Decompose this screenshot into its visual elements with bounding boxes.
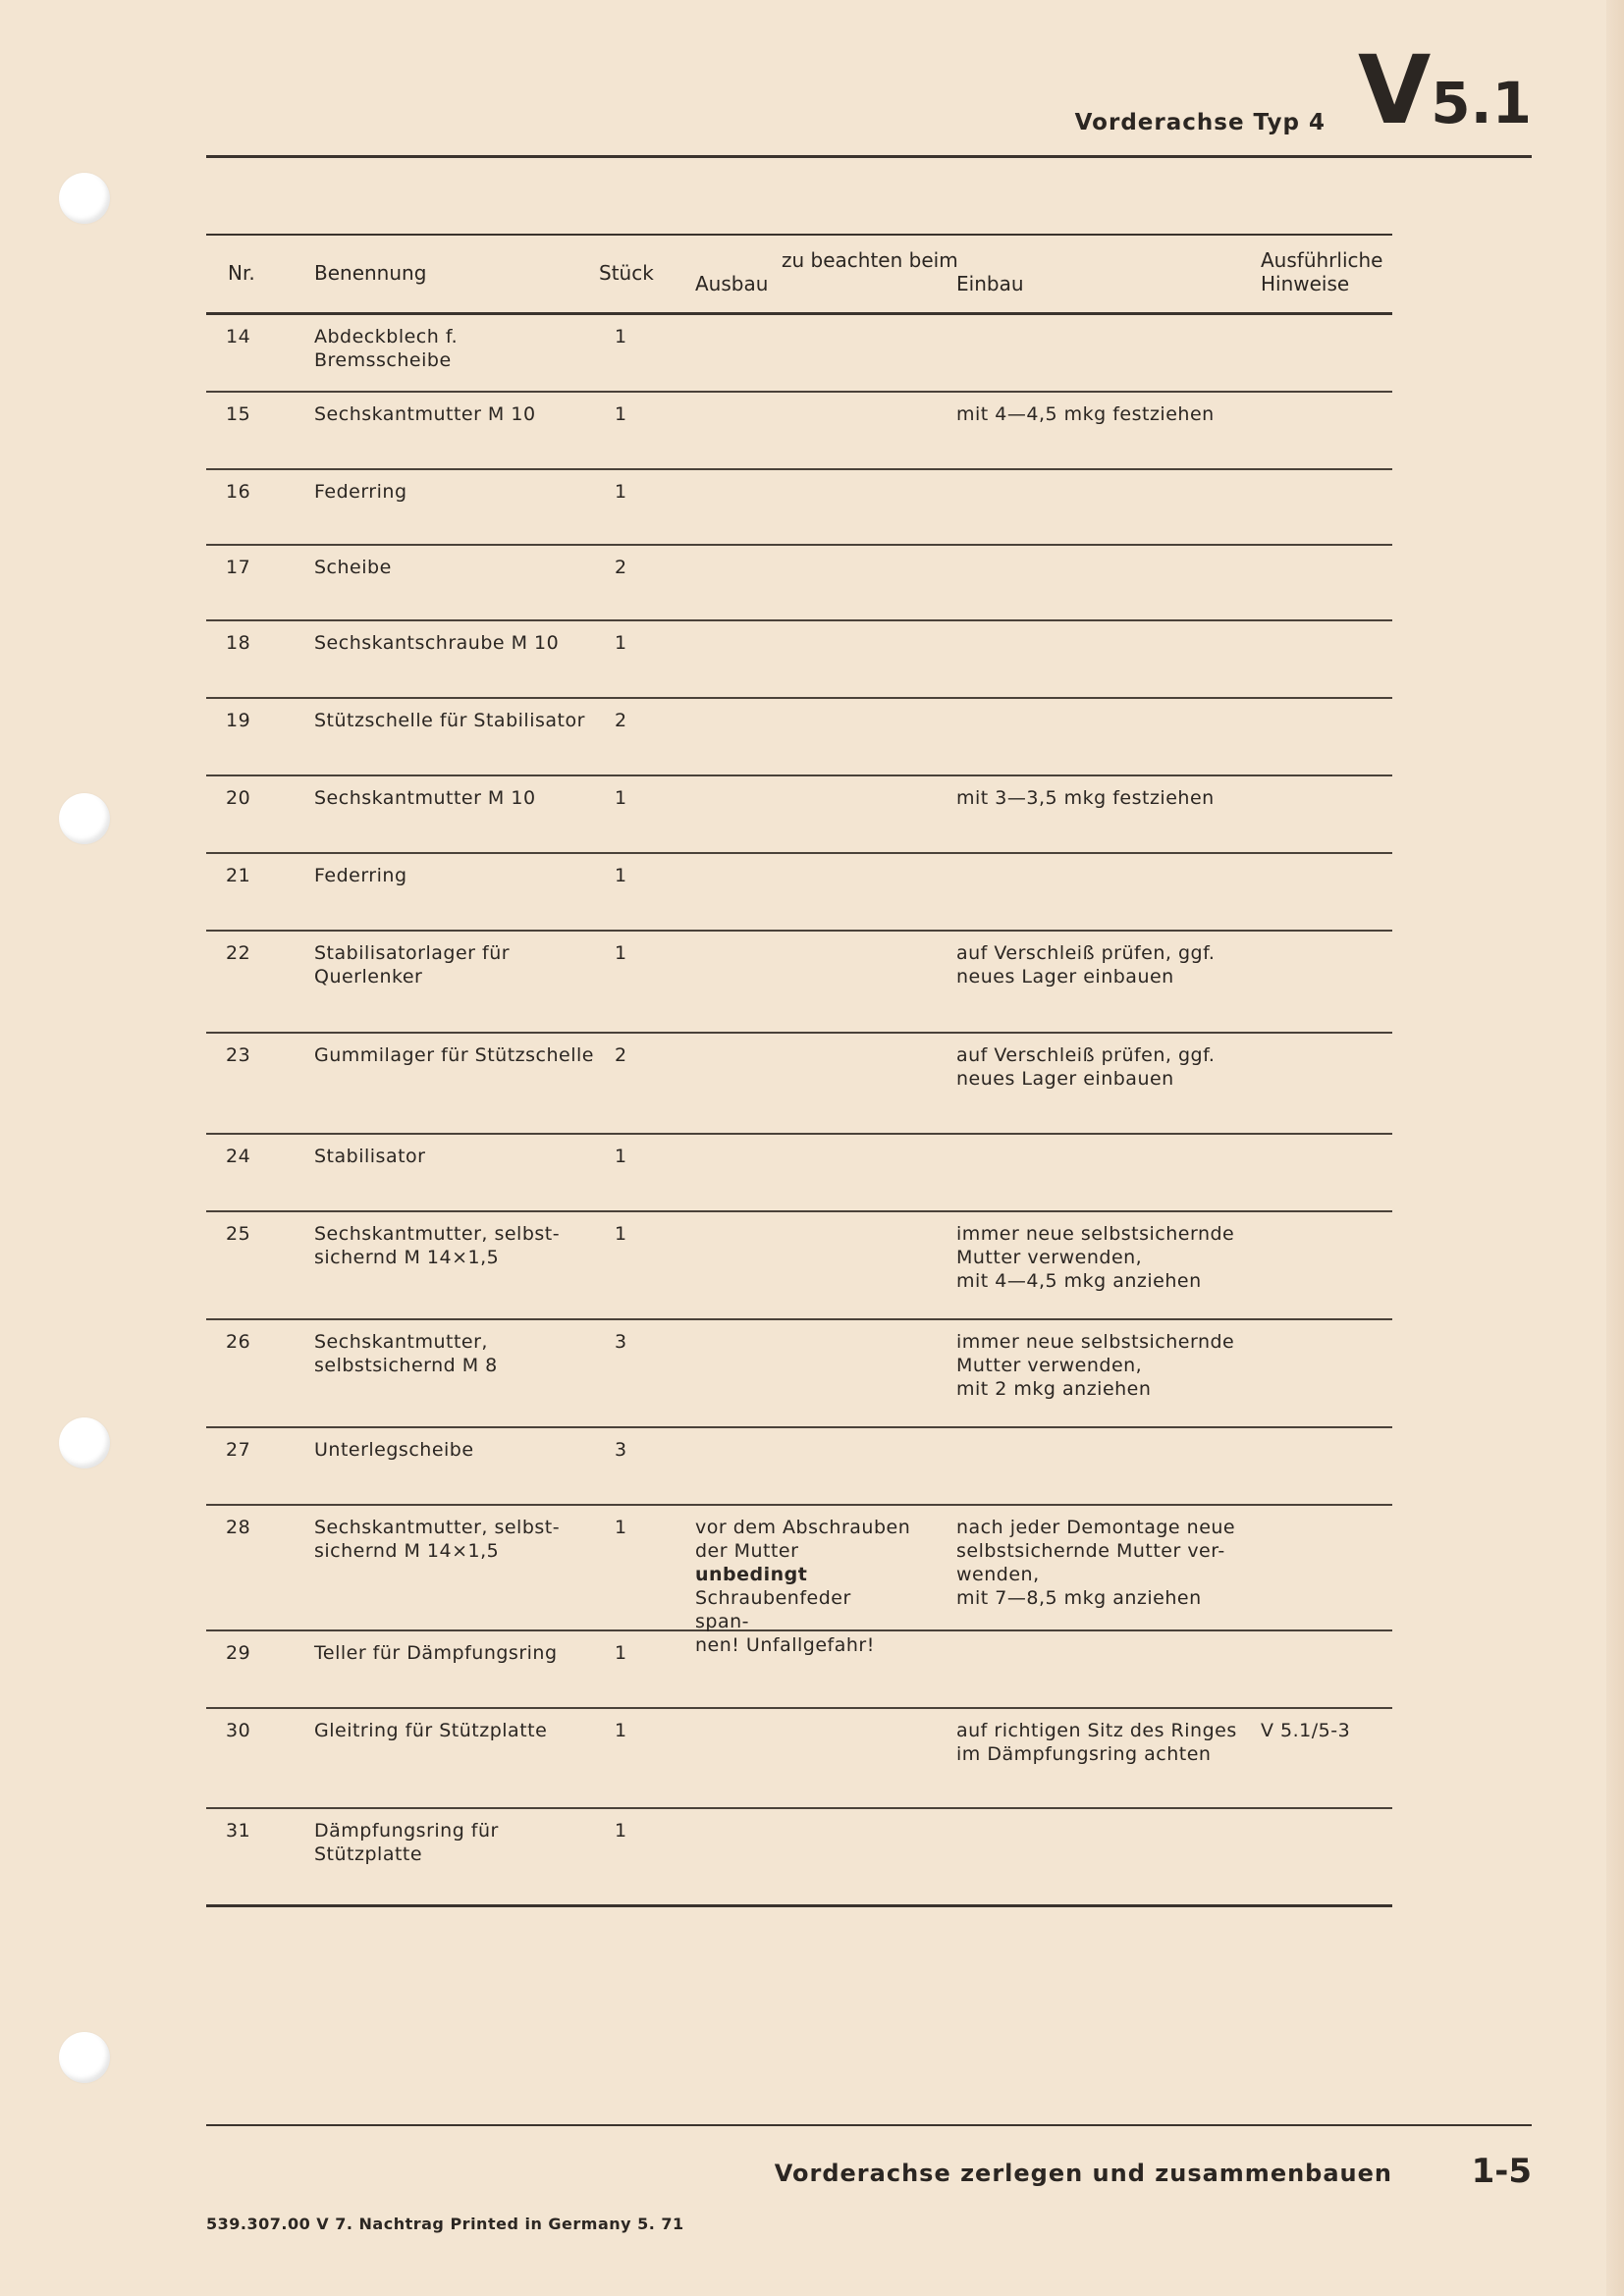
cell-nr: 23 [226, 1044, 251, 1066]
cell-install: immer neue selbstsichernde Mutter verwenden, mit 4—4,5 mkg anziehen [956, 1223, 1235, 1292]
section-code-letter: V [1357, 35, 1432, 145]
cell-qty: 1 [615, 1642, 627, 1664]
cell-nr: 20 [226, 787, 251, 809]
punch-hole [59, 1417, 110, 1468]
table-row [206, 1709, 1392, 1809]
cell-install: mit 4—4,5 mkg festziehen [956, 403, 1215, 425]
col-name: Benennung [314, 261, 427, 285]
cell-name: Sechskantmutter M 10 [314, 787, 536, 809]
cell-nr: 31 [226, 1820, 251, 1842]
page-edge [1606, 0, 1624, 2296]
cell-qty: 1 [615, 1820, 627, 1842]
table-row [206, 393, 1392, 470]
table-row [206, 1809, 1392, 1907]
cell-name: Teller für Dämpfungsring [314, 1642, 558, 1664]
cell-nr: 28 [226, 1517, 251, 1538]
cell-name: Unterlegscheibe [314, 1439, 474, 1461]
cell-qty: 1 [615, 632, 627, 654]
cell-qty: 1 [615, 1146, 627, 1167]
cell-name: Stützschelle für Stabilisator [314, 710, 585, 731]
page-header [206, 35, 1532, 157]
col-nr: Nr. [228, 261, 255, 285]
footer-rule [206, 2124, 1532, 2126]
cell-qty: 1 [615, 1223, 627, 1245]
cell-nr: 18 [226, 632, 251, 654]
table-row [206, 315, 1392, 393]
table-body [206, 315, 1392, 1907]
cell-qty: 1 [615, 787, 627, 809]
section-code-number: 5.1 [1431, 70, 1532, 136]
cell-name: Gleitring für Stützplatte [314, 1720, 548, 1741]
cell-qty: 1 [615, 1720, 627, 1741]
cell-qty: 1 [615, 865, 627, 886]
table-row [206, 1320, 1392, 1428]
cell-name: Sechskantmutter, selbst- sichernd M 14×1,5 [314, 1517, 561, 1562]
header-rule [206, 155, 1532, 158]
cell-name: Federring [314, 481, 407, 503]
table-row [206, 932, 1392, 1034]
cell-qty: 2 [615, 710, 627, 731]
table-row [206, 470, 1392, 546]
punch-hole [59, 2032, 110, 2083]
cell-nr: 26 [226, 1331, 251, 1353]
cell-name: Stabilisator [314, 1146, 426, 1167]
cell-name: Abdeckblech f. Bremsscheibe [314, 326, 459, 371]
cell-qty: 3 [615, 1439, 627, 1461]
punch-hole [59, 793, 110, 844]
table-row [206, 1135, 1392, 1212]
cell-notes: V 5.1/5-3 [1261, 1720, 1351, 1741]
cell-install: immer neue selbstsichernde Mutter verwenden, mit 2 mkg anziehen [956, 1331, 1235, 1400]
cell-qty: 3 [615, 1331, 627, 1353]
section-code [1357, 35, 1532, 145]
cell-qty: 2 [615, 1044, 627, 1066]
col-removal: Ausbau [695, 272, 769, 295]
cell-qty: 1 [615, 481, 627, 503]
cell-name: Sechskantmutter, selbst- sichernd M 14×1,5 [314, 1223, 561, 1268]
section-title: Vorderachse Typ 4 [1074, 110, 1326, 135]
table-row [206, 1034, 1392, 1135]
cell-nr: 19 [226, 710, 251, 731]
cell-nr: 14 [226, 326, 251, 347]
table-row [206, 1428, 1392, 1506]
cell-removal: vor dem Abschrauben der Mutter unbedingt Schraubenfeder span- nen! Unfallgefahr! [695, 1517, 911, 1656]
table-header [206, 234, 1392, 315]
cell-name: Sechskantmutter M 10 [314, 403, 536, 425]
cell-qty: 1 [615, 942, 627, 964]
cell-name: Stabilisatorlager für Querlenker [314, 942, 511, 988]
cell-name: Dämpfungsring für Stützplatte [314, 1820, 499, 1865]
cell-name: Federring [314, 865, 407, 886]
page-number: 1-5 [1471, 2152, 1532, 2191]
cell-name: Gummilager für Stützschelle [314, 1044, 594, 1066]
cell-install: mit 3—3,5 mkg festziehen [956, 787, 1215, 809]
cell-name: Sechskantmutter, selbstsichernd M 8 [314, 1331, 498, 1376]
cell-install: nach jeder Demontage neue selbstsichernde Mutter ver- wenden, mit 7—8,5 mkg anziehen [956, 1517, 1236, 1609]
table-row [206, 1631, 1392, 1709]
cell-nr: 29 [226, 1642, 251, 1664]
cell-nr: 25 [226, 1223, 251, 1245]
table-row [206, 621, 1392, 699]
table-row [206, 1212, 1392, 1320]
cell-name: Scheibe [314, 557, 392, 578]
cell-nr: 21 [226, 865, 251, 886]
col-group: zu beachten beim [782, 248, 958, 272]
col-notes: Ausführliche Hinweise [1261, 248, 1383, 295]
cell-qty: 1 [615, 1517, 627, 1538]
print-note: 539.307.00 V 7. Nachtrag Printed in Germany 5. 71 [206, 2215, 684, 2233]
table-row [206, 854, 1392, 932]
cell-install: auf Verschleiß prüfen, ggf. neues Lager einbauen [956, 1044, 1216, 1090]
cell-nr: 27 [226, 1439, 251, 1461]
cell-name: Sechskantschraube M 10 [314, 632, 560, 654]
table-row [206, 776, 1392, 854]
col-qty: Stück [599, 261, 654, 285]
cell-nr: 24 [226, 1146, 251, 1167]
cell-qty: 1 [615, 403, 627, 425]
cell-nr: 22 [226, 942, 251, 964]
table-row [206, 699, 1392, 776]
cell-install: auf Verschleiß prüfen, ggf. neues Lager einbauen [956, 942, 1216, 988]
cell-nr: 17 [226, 557, 251, 578]
cell-qty: 1 [615, 326, 627, 347]
parts-table [206, 234, 1392, 1907]
punch-hole [59, 173, 110, 224]
cell-nr: 30 [226, 1720, 251, 1741]
cell-install: auf richtigen Sitz des Ringes im Dämpfungsring achten [956, 1720, 1237, 1765]
footer-title: Vorderachse zerlegen und zusammenbauen [774, 2160, 1392, 2187]
cell-nr: 15 [226, 403, 251, 425]
col-install: Einbau [956, 272, 1024, 295]
table-row [206, 546, 1392, 621]
cell-qty: 2 [615, 557, 627, 578]
cell-nr: 16 [226, 481, 251, 503]
